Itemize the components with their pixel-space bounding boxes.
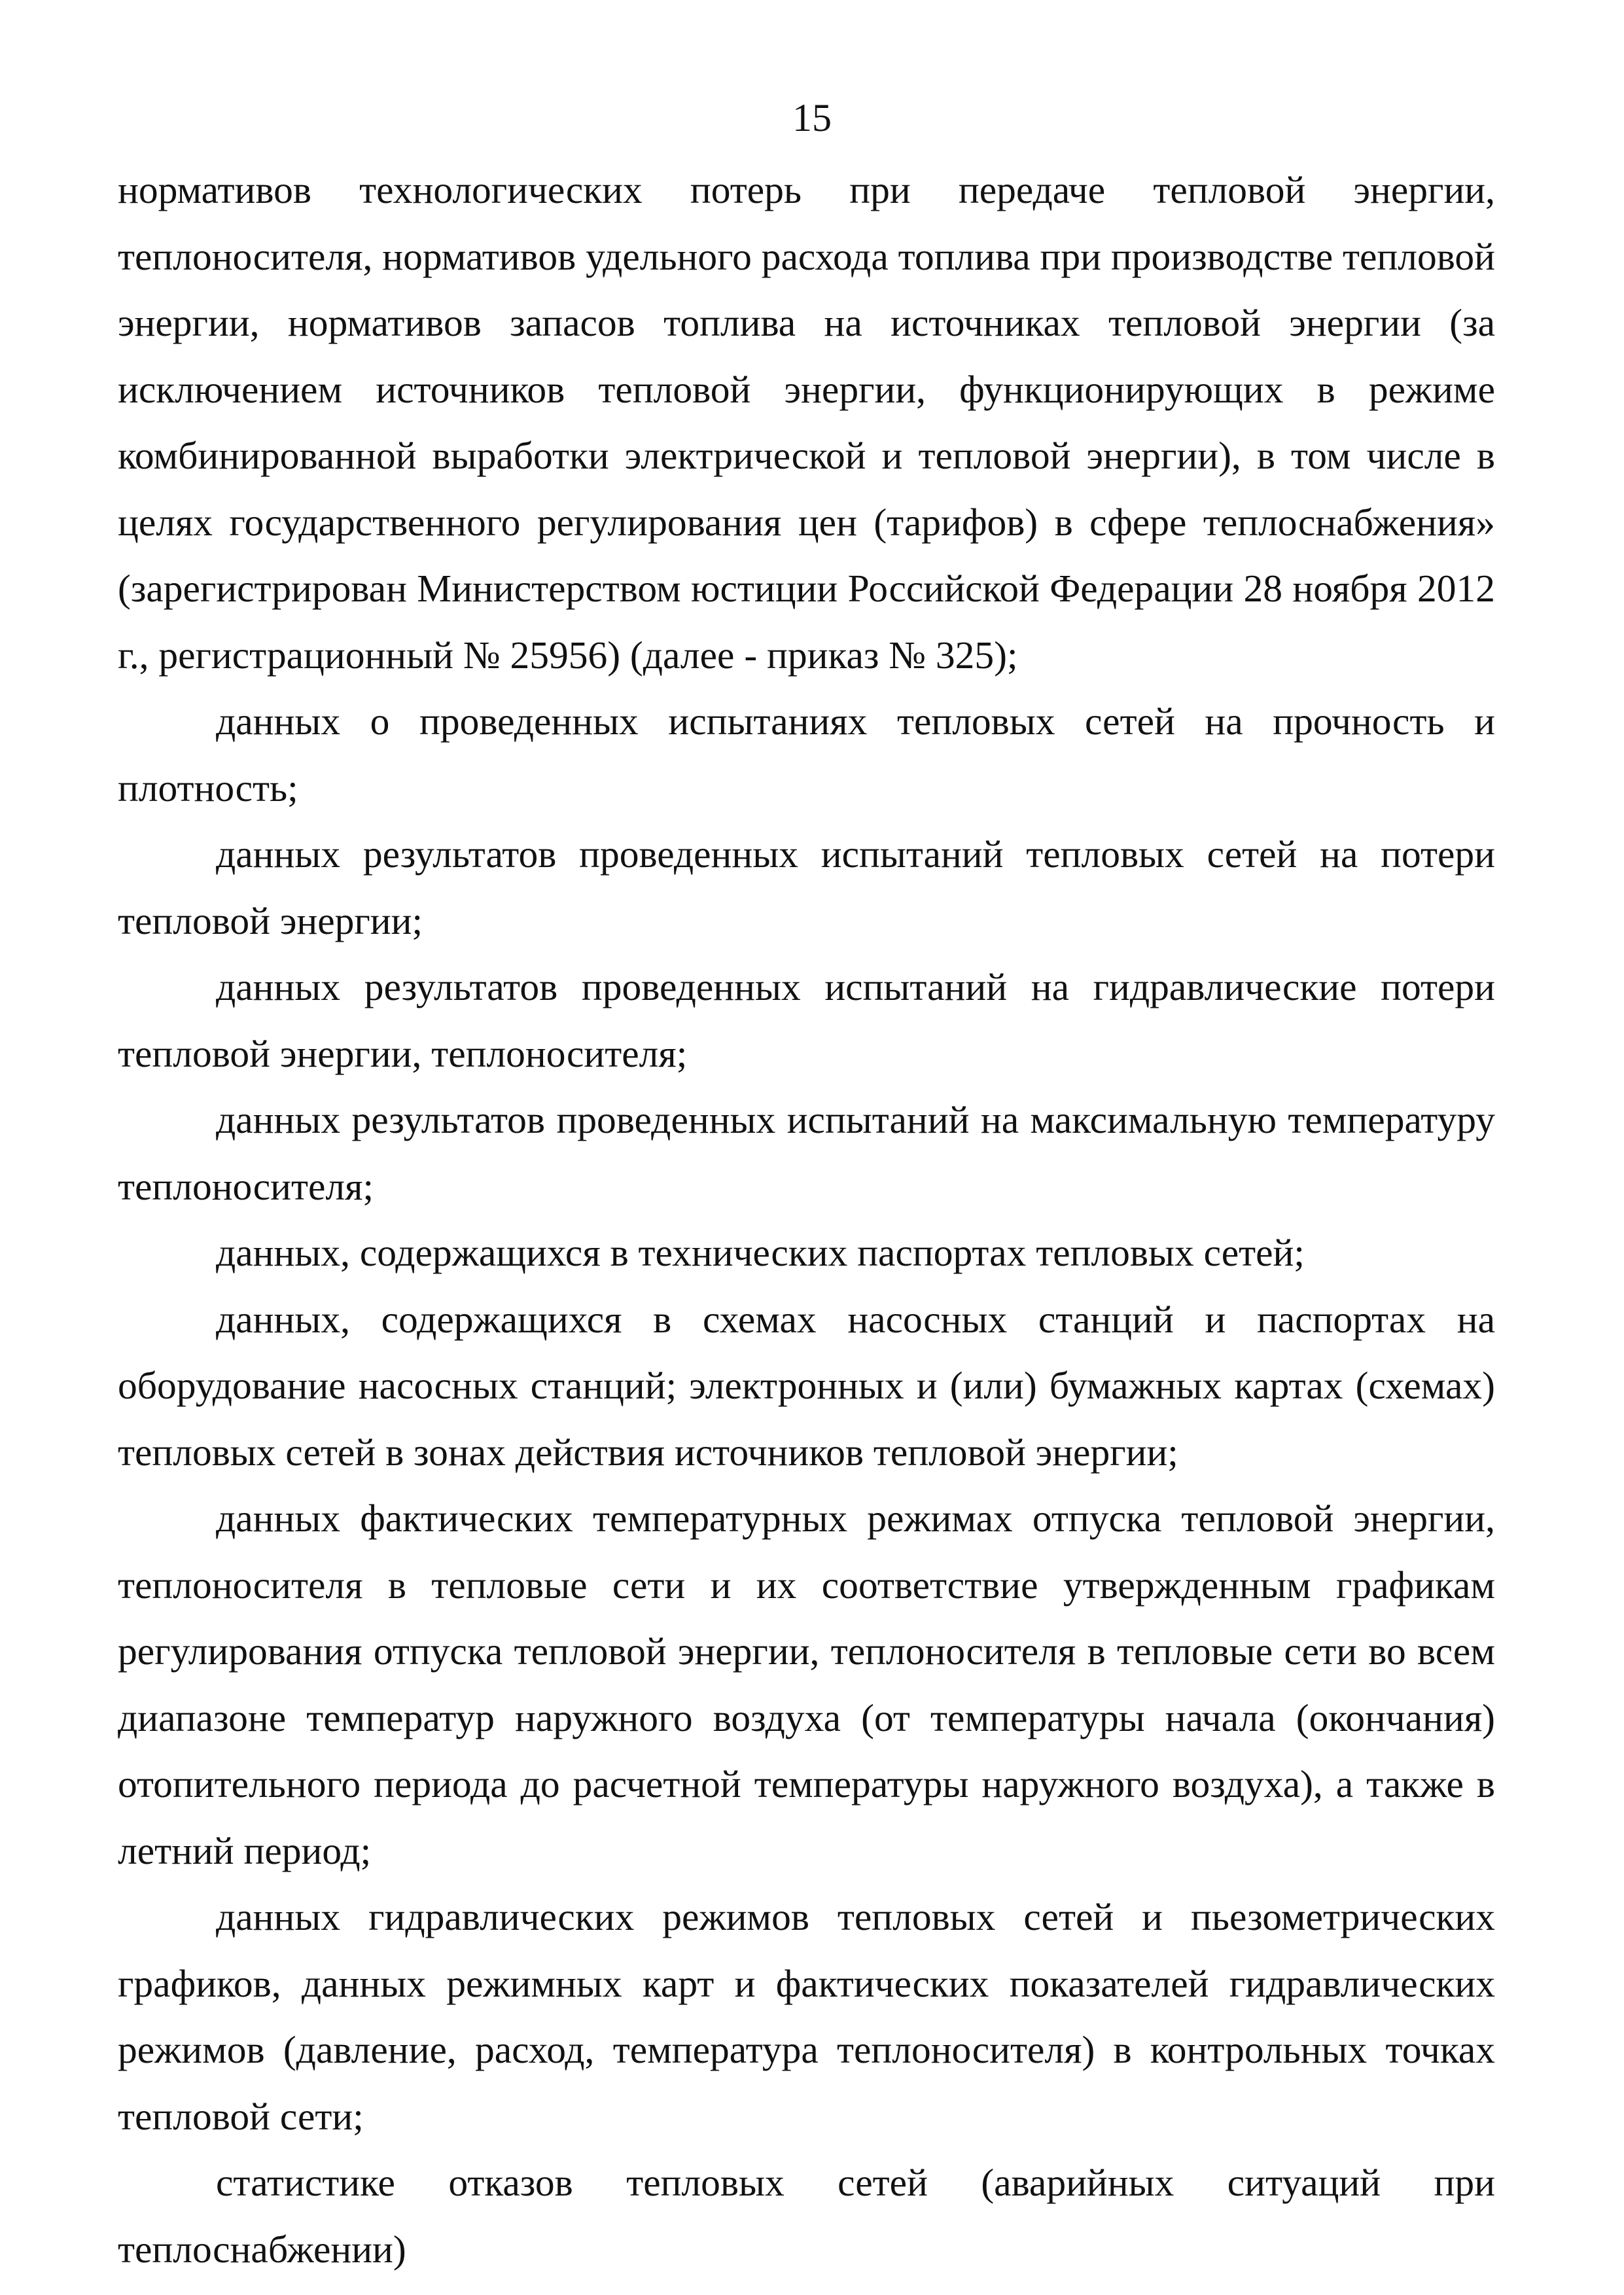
paragraph-pump-stations-maps: данных, содержащихся в схемах насосных станций и паспортах на оборудование насосных станций; электронных и (или) бумажных картах (схемах) тепловых сетей в зонах действия источников тепловой энергии;	[118, 1297, 1495, 1474]
paragraph-technical-passports: данных, содержащихся в технических паспортах тепловых сетей;	[216, 1231, 1305, 1274]
paragraph-hydraulic-regimes: данных гидравлических режимов тепловых сетей и пьезометрических графиков, данных режимных карт и фактических показателей гидравлических режимов (давление, расход, температура теплоносителя) в контрольных точках тепловой сети;	[118, 1895, 1495, 2138]
document-body	[118, 157, 1495, 2283]
paragraph-max-temperature-tests: данных результатов проведенных испытаний на максимальную температуру теплоносителя;	[118, 1098, 1495, 1208]
paragraph-order-325-continuation: нормативов технологических потерь при передаче тепловой энергии, теплоносителя, нормативов удельного расхода топлива при производстве тепловой энергии, нормативов запасов топлива на источниках тепловой энергии (за исключением источников тепловой энергии, функционирующих в режиме комбинированной выработки электрической и тепловой энергии), в том числе в целях государственного регулирования цен (тарифов) в сфере теплоснабжения» (зарегистрирован Министерством юстиции Российской Федерации 28 ноября 2012 г., регистрационный № 25956) (далее - приказ № 325);	[118, 168, 1495, 677]
page-number: 15	[792, 96, 832, 139]
paragraph-temperature-regimes: данных фактических температурных режимах отпуска тепловой энергии, теплоносителя в тепловые сети и их соответствие утвержденным графикам регулирования отпуска тепловой энергии, теплоносителя в тепловые сети во всем диапазоне температур наружного воздуха (от температуры начала (окончания) отопительного периода до расчетной температуры наружного воздуха), а также в летний период;	[118, 1497, 1495, 1872]
paragraph-heat-loss-tests: данных результатов проведенных испытаний тепловых сетей на потери тепловой энергии;	[118, 832, 1495, 942]
paragraph-failure-statistics: статистике отказов тепловых сетей (аварийных ситуаций при теплоснабжении)	[118, 2161, 1495, 2271]
paragraph-strength-density-tests: данных о проведенных испытаниях тепловых сетей на прочность и плотность;	[118, 700, 1495, 809]
paragraph-hydraulic-loss-tests: данных результатов проведенных испытаний на гидравлические потери тепловой энергии, теплоносителя;	[118, 965, 1495, 1075]
